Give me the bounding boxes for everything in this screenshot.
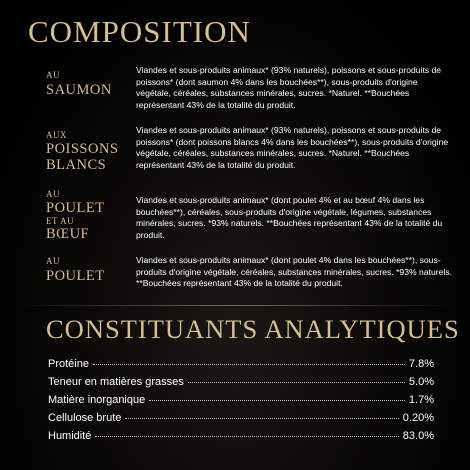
analytics-name: Protéine [48, 358, 89, 370]
leader-dots [188, 382, 405, 383]
recipe-label-main-2: BLANCS [46, 156, 107, 173]
recipe-label-main: POISSONS [46, 141, 119, 157]
recipe-description: Viandes et sous-produits animaux* (dont poulet 4% dans les bouchées**), sous-produits d'origine végétale, céréales, substances minérales, sucres. *93% naturels. **Bouchées représentant 43% de la totalité du produit. [136, 255, 452, 289]
recipe-label-prefix: AU [46, 256, 60, 266]
section-divider [18, 305, 452, 306]
recipe-label [46, 257, 105, 284]
analytics-row [48, 376, 434, 394]
recipe-description: Viandes et sous-produits animaux* (93% naturels), poissons et sous-produits de poissons* (dont saumon 4% dans les bouchées**), sous-produits d'origine végétale, céréales, substances minérales, sucres. *Naturel. **Bouchées représentant 43% de la totalité du produit. [136, 65, 442, 110]
recipe-label [46, 131, 119, 172]
composition-title: COMPOSITION [28, 14, 251, 49]
leader-dots [95, 436, 398, 437]
recipe-label-connector: ET AU [46, 215, 75, 226]
analytics-row [48, 394, 434, 412]
recipe-description: Viandes et sous-produits animaux* (dont poulet 4% et au bœuf 4% dans les bouchées**), céréales, sous-produits d'origine végétale, légumes, substances minérales, sucres. *93% naturels. **Bouchées représentant 43% de la totalité du produit. [136, 195, 443, 240]
analytics-name: Teneur en matières grasses [48, 376, 184, 388]
recipe-description: Viandes et sous-produits animaux* (93% naturels), poissons et sous-produits de poissons* (dont poissons blancs 4% dans les bouchées**), sous-produits d'origine végétale, céréales, substances minérales, sucres. *Naturel. **Bouchées représentant 43% de la totalité du produit. [136, 125, 449, 170]
analytics-name: Matière inorganique [48, 394, 146, 406]
recipe-label-prefix: AU [46, 70, 60, 80]
recipe-label-main: POULET [46, 268, 105, 284]
recipe-label [46, 71, 112, 98]
leader-dots [93, 364, 405, 365]
analytics-value: 83.0% [402, 430, 434, 442]
recipe-label-prefix: AUX [46, 130, 67, 140]
recipe-label-main-2: BŒUF [46, 225, 90, 242]
analytics-title: CONSTITUANTS ANALYTIQUES [46, 314, 460, 344]
analytics-row [48, 358, 434, 376]
analytics-value: 5.0% [408, 376, 434, 388]
analytics-row [48, 412, 434, 430]
analytics-row [48, 430, 434, 448]
analytics-value: 1.7% [408, 394, 434, 406]
leader-dots [125, 418, 398, 419]
analytics-value: 7.8% [408, 358, 434, 370]
recipe-label [46, 190, 105, 241]
recipe-label-prefix: AU [46, 189, 60, 199]
recipe-label-main: SAUMON [46, 82, 112, 98]
analytics-name: Humidité [48, 430, 92, 442]
analytics-table [48, 358, 434, 448]
leader-dots [149, 400, 405, 401]
recipe-label-main: POULET [46, 200, 105, 216]
analytics-value: 0.20% [402, 412, 434, 424]
analytics-name: Cellulose brute [48, 412, 122, 424]
